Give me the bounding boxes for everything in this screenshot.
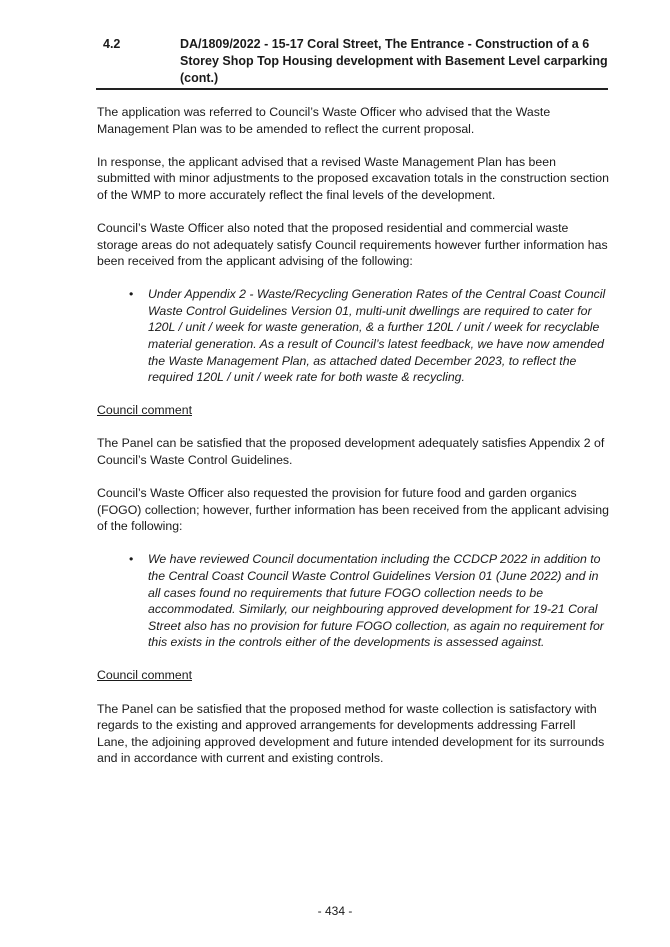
list-item bbox=[97, 286, 609, 386]
bullet-list-generation-rates bbox=[97, 286, 609, 386]
header-divider bbox=[96, 88, 608, 90]
document-body bbox=[97, 104, 609, 783]
page-number: - 434 - bbox=[317, 904, 353, 918]
bullet-list-fogo bbox=[97, 551, 609, 651]
bullet-icon: • bbox=[129, 552, 134, 567]
paragraph-fogo-request: Council’s Waste Officer also requested the provision for future food and garden organics (FOGO) collection; however, further information has been received from the applicant advising of the following: bbox=[97, 486, 609, 534]
bullet-text: Under Appendix 2 - Waste/Recycling Generation Rates of the Central Coast Council Waste Control Guidelines Version 01, multi-unit dwellings are required to cater for 120L / unit / week for waste generation, & a further 120L / unit / week for recyclable material generation. As a result of Council’s latest feedback, we have now amended the Waste Management Plan, as attached dated December 2023, to reflect the required 120L / unit / week rate for both waste & recycling. bbox=[148, 287, 606, 385]
paragraph-panel-waste-collection: The Panel can be satisfied that the proposed method for waste collection is satisfactory with regards to the existing and approved arrangements for developments addressing Farrell Lane, the adjoining approved development and future intended development for its surrounds and in accordance with current and existing controls. bbox=[97, 701, 605, 766]
paragraph-applicant-response: In response, the applicant advised that a revised Waste Management Plan has been submitted with minor adjustments to the proposed excavation totals in the construction section of the WMP to more accurately reflect the final levels of the development. bbox=[97, 154, 609, 202]
section-heading-council-comment: Council comment bbox=[97, 668, 192, 683]
paragraph-storage-areas: Council’s Waste Officer also noted that the proposed residential and commercial waste storage areas do not adequately satisfy Council requirements however further information has been received from the applicant advising of the following: bbox=[97, 220, 608, 269]
section-heading-council-comment: Council comment bbox=[97, 403, 192, 418]
paragraph-panel-appendix: The Panel can be satisfied that the proposed development adequately satisfies Appendix 2 of Council’s Waste Control Guidelines. bbox=[97, 436, 605, 467]
item-title: DA/1809/2022 - 15-17 Coral Street, The Entrance - Construction of a 6 Storey Shop Top Housing development with Basement Level carparking (cont.) bbox=[180, 37, 608, 85]
bullet-icon: • bbox=[129, 287, 134, 302]
list-item bbox=[97, 551, 609, 651]
paragraph-waste-referral: The application was referred to Council’s Waste Officer who advised that the Waste Management Plan was to be amended to reflect the current proposal. bbox=[97, 105, 551, 136]
item-number: 4.2 bbox=[103, 37, 121, 51]
bullet-text: We have reviewed Council documentation including the CCDCP 2022 in addition to the Central Coast Council Waste Control Guidelines Version 01 (June 2022) and in all cases found no requirements that future FOGO collection needs to be accommodated. Similarly, our neighbouring approved development for 19-21 Coral Street also has no provision for future FOGO collection, as again no requirement for this exists in the controls either of the developments is assessed against. bbox=[148, 552, 604, 650]
